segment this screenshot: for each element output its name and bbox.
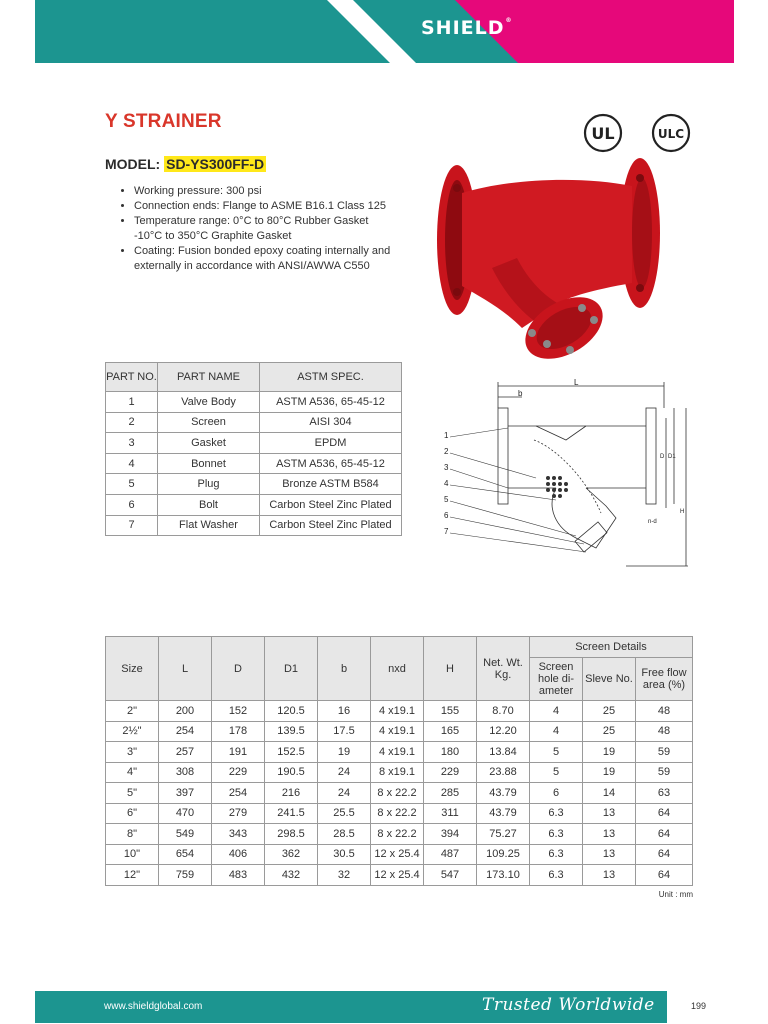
spec-item: • Temperature range: 0°C to 80°C Rubber Gasket <box>134 214 434 229</box>
table-cell: 229 <box>424 762 477 783</box>
table-cell: EPDM <box>260 433 402 454</box>
ulc-listed-icon <box>651 113 691 153</box>
spec-item: • Connection ends: Flange to ASME B16.1 Class 125 <box>134 199 434 214</box>
table-cell: 120.5 <box>265 701 318 722</box>
table-cell: 25.5 <box>318 803 371 824</box>
table-cell: 16 <box>318 701 371 722</box>
table-cell: 24 <box>318 762 371 783</box>
table-cell: 285 <box>424 783 477 804</box>
brand-logo: SHIELD® <box>421 17 513 39</box>
table-cell: 6 <box>106 494 158 515</box>
table-cell: 7 <box>106 515 158 536</box>
page-number: 199 <box>691 1001 707 1011</box>
table-cell: 298.5 <box>265 824 318 845</box>
table-cell: 59 <box>636 762 693 783</box>
table-cell: 63 <box>636 783 693 804</box>
table-cell: 279 <box>212 803 265 824</box>
table-cell: Plug <box>158 474 260 495</box>
table-cell: 75.27 <box>477 824 530 845</box>
table-cell: 654 <box>159 844 212 865</box>
table-cell: 229 <box>212 762 265 783</box>
table-cell: 8 x19.1 <box>371 762 424 783</box>
table-cell: 155 <box>424 701 477 722</box>
table-cell: 487 <box>424 844 477 865</box>
footer-bar <box>35 991 734 1023</box>
table-cell: Bolt <box>158 494 260 515</box>
col-header-net-wt: Net. Wt. Kg. <box>477 637 530 701</box>
table-cell: 178 <box>212 721 265 742</box>
table-cell: 12.20 <box>477 721 530 742</box>
table-cell: 12 x 25.4 <box>371 865 424 886</box>
table-cell: 200 <box>159 701 212 722</box>
table-cell: 2½" <box>106 721 159 742</box>
table-cell: 547 <box>424 865 477 886</box>
col-header-astm-spec: ASTM SPEC. <box>260 363 402 392</box>
table-row <box>106 412 402 433</box>
table-cell: 25 <box>583 701 636 722</box>
header-banner <box>35 0 734 63</box>
table-cell: 759 <box>159 865 212 886</box>
callout-label: 2 <box>444 447 449 456</box>
table-cell: 13.84 <box>477 742 530 763</box>
table-cell: 64 <box>636 865 693 886</box>
table-cell: 152 <box>212 701 265 722</box>
table-cell: 254 <box>159 721 212 742</box>
svg-text:ULC: ULC <box>657 127 685 141</box>
table-cell: 180 <box>424 742 477 763</box>
table-cell: 13 <box>583 865 636 886</box>
col-header-sleve-no: Sleve No. <box>583 658 636 701</box>
table-cell: 4 x19.1 <box>371 701 424 722</box>
table-row <box>106 453 402 474</box>
footer-tagline: Trusted Worldwide <box>482 995 655 1015</box>
model-label: MODEL: <box>105 156 161 172</box>
parts-table <box>105 362 402 536</box>
table-row <box>106 392 402 413</box>
spec-item: • Working pressure: 300 psi <box>134 184 434 199</box>
table-cell: 8 x 22.2 <box>371 803 424 824</box>
table-cell: 8.70 <box>477 701 530 722</box>
table-cell: 406 <box>212 844 265 865</box>
dimension-label: H <box>680 509 685 515</box>
col-group-screen-details: Screen Details <box>530 637 693 658</box>
table-cell: 139.5 <box>265 721 318 742</box>
table-cell: 311 <box>424 803 477 824</box>
table-cell: 3" <box>106 742 159 763</box>
table-cell: 109.25 <box>477 844 530 865</box>
page-title: Y STRAINER <box>105 111 222 132</box>
table-cell: Carbon Steel Zinc Plated <box>260 494 402 515</box>
table-cell: 13 <box>583 803 636 824</box>
dims-body <box>106 701 693 886</box>
parts-header-row <box>106 363 402 392</box>
table-cell: 216 <box>265 783 318 804</box>
table-cell: 173.10 <box>477 865 530 886</box>
table-cell: 4" <box>106 762 159 783</box>
dimension-label: b <box>518 389 523 398</box>
table-cell: 13 <box>583 844 636 865</box>
table-cell: 23.88 <box>477 762 530 783</box>
table-cell: 5 <box>530 762 583 783</box>
table-row <box>106 474 402 495</box>
footer-url-link[interactable]: www.shieldglobal.com <box>104 1001 203 1012</box>
table-cell: 6.3 <box>530 844 583 865</box>
table-cell: 8 x 22.2 <box>371 824 424 845</box>
table-cell: 6.3 <box>530 865 583 886</box>
dimensions-table <box>105 636 693 886</box>
col-header-nxd: nxd <box>371 637 424 701</box>
table-cell: 3 <box>106 433 158 454</box>
callout-label: 3 <box>444 463 449 472</box>
table-cell: 17.5 <box>318 721 371 742</box>
spec-item-continuation: externally in accordance with ANSI/AWWA C550 <box>134 260 370 272</box>
col-header-d1: D1 <box>265 637 318 701</box>
table-cell: ASTM A536, 65-45-12 <box>260 392 402 413</box>
table-cell: 8" <box>106 824 159 845</box>
table-cell: 43.79 <box>477 783 530 804</box>
table-cell: 4 x19.1 <box>371 742 424 763</box>
table-cell: 362 <box>265 844 318 865</box>
col-header-b: b <box>318 637 371 701</box>
table-cell: 12" <box>106 865 159 886</box>
table-cell: 32 <box>318 865 371 886</box>
dimension-label: D1 <box>668 454 676 460</box>
col-header-size: Size <box>106 637 159 701</box>
table-cell: 190.5 <box>265 762 318 783</box>
callout-label: 4 <box>444 479 449 488</box>
model-code: SD-YS300FF-D <box>166 156 265 172</box>
table-row <box>106 803 693 824</box>
dimension-label: D <box>660 454 665 460</box>
spec-item: • Coating: Fusion bonded epoxy coating internally and <box>134 244 434 259</box>
page-number-box <box>667 991 734 1023</box>
table-cell: Flat Washer <box>158 515 260 536</box>
callout-label: 5 <box>444 495 449 504</box>
table-cell: 2" <box>106 701 159 722</box>
table-cell: 28.5 <box>318 824 371 845</box>
table-cell: 8 x 22.2 <box>371 783 424 804</box>
ul-listed-icon <box>583 113 623 153</box>
table-row <box>106 721 693 742</box>
cross-section-drawing <box>436 378 692 570</box>
banner-graphic <box>35 0 734 63</box>
table-row <box>106 742 693 763</box>
table-cell: 10" <box>106 844 159 865</box>
table-cell: 5 <box>106 474 158 495</box>
table-cell: 4 <box>530 721 583 742</box>
table-cell: 6.3 <box>530 803 583 824</box>
table-cell: 19 <box>583 762 636 783</box>
model-line <box>105 156 266 172</box>
table-row <box>106 865 693 886</box>
table-cell: Gasket <box>158 433 260 454</box>
callout-label: 1 <box>444 431 449 440</box>
table-row <box>106 824 693 845</box>
table-cell: 19 <box>583 742 636 763</box>
table-cell: 64 <box>636 824 693 845</box>
callout-label: 7 <box>444 527 449 536</box>
table-cell: 343 <box>212 824 265 845</box>
spec-list <box>120 184 434 274</box>
table-cell: 308 <box>159 762 212 783</box>
table-cell: Bonnet <box>158 453 260 474</box>
table-cell: 470 <box>159 803 212 824</box>
table-cell: Screen <box>158 412 260 433</box>
table-row <box>106 783 693 804</box>
table-row <box>106 515 402 536</box>
table-cell: 6.3 <box>530 824 583 845</box>
table-cell: 13 <box>583 824 636 845</box>
table-cell: 6" <box>106 803 159 824</box>
table-row <box>106 701 693 722</box>
table-cell: 12 x 25.4 <box>371 844 424 865</box>
table-cell: 6 <box>530 783 583 804</box>
table-cell: 4 <box>106 453 158 474</box>
spec-item-continuation: -10°C to 350°C Graphite Gasket <box>134 230 292 242</box>
table-cell: Valve Body <box>158 392 260 413</box>
table-cell: ASTM A536, 65-45-12 <box>260 453 402 474</box>
table-cell: 397 <box>159 783 212 804</box>
table-cell: 59 <box>636 742 693 763</box>
table-cell: Bronze ASTM B584 <box>260 474 402 495</box>
table-cell: 165 <box>424 721 477 742</box>
table-cell: 1 <box>106 392 158 413</box>
table-cell: 64 <box>636 844 693 865</box>
unit-note: Unit : mm <box>658 890 693 899</box>
table-cell: 254 <box>212 783 265 804</box>
col-header-d: D <box>212 637 265 701</box>
table-cell: 30.5 <box>318 844 371 865</box>
table-cell: 14 <box>583 783 636 804</box>
table-cell: 483 <box>212 865 265 886</box>
svg-text:UL: UL <box>591 124 615 143</box>
table-cell: 5 <box>530 742 583 763</box>
table-cell: 191 <box>212 742 265 763</box>
table-cell: 394 <box>424 824 477 845</box>
y-strainer-product-image <box>432 158 666 368</box>
table-row <box>106 844 693 865</box>
table-cell: 2 <box>106 412 158 433</box>
table-cell: 24 <box>318 783 371 804</box>
col-header-screen-hole: Screen hole di- ameter <box>530 658 583 701</box>
table-cell: 4 <box>530 701 583 722</box>
table-cell: 241.5 <box>265 803 318 824</box>
dimension-label: n-d <box>648 519 657 525</box>
table-cell: AISI 304 <box>260 412 402 433</box>
table-cell: 43.79 <box>477 803 530 824</box>
table-cell: 25 <box>583 721 636 742</box>
table-cell: 549 <box>159 824 212 845</box>
col-header-free-flow: Free flow area (%) <box>636 658 693 701</box>
table-cell: 48 <box>636 701 693 722</box>
dimension-label: L <box>574 378 579 387</box>
table-cell: 19 <box>318 742 371 763</box>
callout-label: 6 <box>444 511 449 520</box>
col-header-part-no: PART NO. <box>106 363 158 392</box>
col-header-part-name: PART NAME <box>158 363 260 392</box>
table-row <box>106 433 402 454</box>
table-cell: 257 <box>159 742 212 763</box>
table-cell: 5" <box>106 783 159 804</box>
col-header-l: L <box>159 637 212 701</box>
table-cell: 4 x19.1 <box>371 721 424 742</box>
dims-header-row <box>106 637 693 658</box>
table-cell: 432 <box>265 865 318 886</box>
col-header-h: H <box>424 637 477 701</box>
table-cell: Carbon Steel Zinc Plated <box>260 515 402 536</box>
table-row <box>106 762 693 783</box>
table-cell: 48 <box>636 721 693 742</box>
table-cell: 64 <box>636 803 693 824</box>
table-cell: 152.5 <box>265 742 318 763</box>
table-row <box>106 494 402 515</box>
